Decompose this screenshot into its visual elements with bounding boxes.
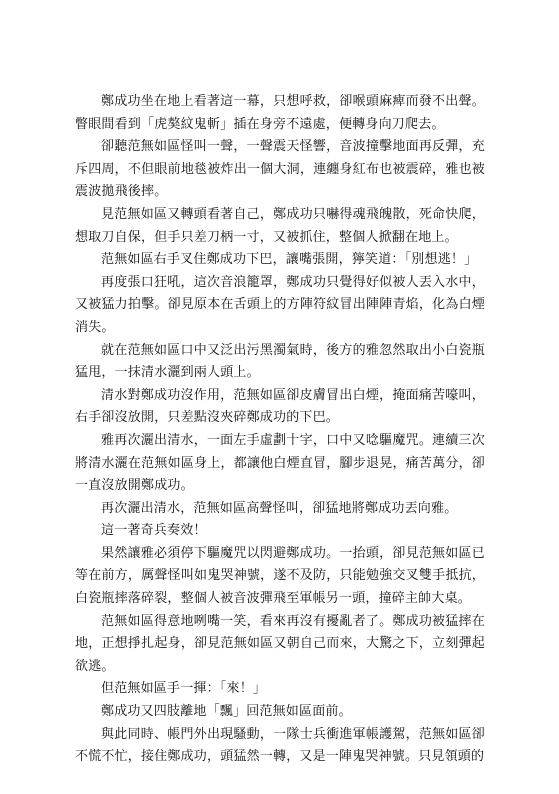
paragraph: 范無如區得意地咧嘴一笑，看來再沒有擾亂者了。鄭成功被猛摔在地，正想掙扎起身，卻見范無如區又朝自己而來，大驚之下，立刻彈起欲逃。 bbox=[75, 613, 485, 674]
paragraph: 范無如區右手叉住鄭成功下巴，讓嘴張開，獰笑道：「別想逃！」 bbox=[101, 252, 478, 268]
paragraph: 再度張口狂吼，這次音浪籠罩，鄭成功只覺得好似被人丟入水中，又被猛力拍擊。卻見原本在舌頭上的方陣符紋冒出陣陣青焰，化為白煙消失。 bbox=[75, 274, 485, 335]
paragraph: 卻聽范無如區怪叫一聲，一聲震天怪響，音波撞擊地面再反彈，充斥四周，不但眼前地毯被炸出一個大洞，連纏身紅布也被震碎，雅也被震波拋飛後摔。 bbox=[75, 139, 485, 200]
paragraph: 果然讓雅必須停下驅魔咒以閃避鄭成功。一抬頭，卻見范無如區已等在前方，厲聲怪叫如鬼哭神號，遂不及防，只能勉強交叉雙手抵抗，白瓷瓶摔落碎裂，整個人被音波彈飛至軍帳另一頭，撞碎主帥大桌。 bbox=[75, 545, 485, 607]
paragraph: 但范無如區手一揮：「來！」 bbox=[101, 681, 267, 697]
paragraph: 鄭成功坐在地上看著這一幕，只想呼救，卻喉頭麻痺而發不出聲。瞥眼間看到「虎獒紋鬼斬」插在身旁不遠處，便轉身向刀爬去。 bbox=[75, 94, 485, 132]
paragraph: 與此同時、帳門外出現騷動，一隊士兵衝進軍帳護駕，范無如區卻不慌不忙，接住鄭成功，頭猛然一轉，又是一陣鬼哭神號。只見領頭的 bbox=[75, 726, 485, 765]
paragraph: 雅再次灑出清水，一面左手虛劃十字，口中又唸驅魔咒。連續三次將清水灑在范無如區身上，都讓他白煙直冒，腳步退晃，痛苦萬分，卻一直沒放開鄭成功。 bbox=[75, 432, 485, 494]
paragraph: 清水對鄭成功沒作用，范無如區卻皮膚冒出白煙，掩面痛苦嚎叫，右手卻沒放開，只差點沒夾碎鄭成功的下巴。 bbox=[75, 387, 485, 426]
paragraph: 這一著奇兵奏效！ bbox=[101, 523, 207, 539]
paragraph: 見范無如區又轉頭看著自己，鄭成功只嚇得魂飛魄散，死命快爬，想取刀自保，但手只差刀柄一寸，又被抓住，整個人掀翻在地上。 bbox=[75, 206, 485, 245]
paragraph: 再次灑出清水，范無如區高聲怪叫，卻猛地將鄭成功丟向雅。 bbox=[101, 500, 458, 516]
paragraph: 鄭成功又四肢離地「飄」回范無如區面前。 bbox=[101, 704, 352, 720]
paragraph: 就在范無如區口中又泛出污黑濁氣時，後方的雅忽然取出小白瓷瓶猛甩，一抹清水灑到兩人頭上。 bbox=[75, 342, 485, 381]
document-body bbox=[75, 91, 485, 769]
